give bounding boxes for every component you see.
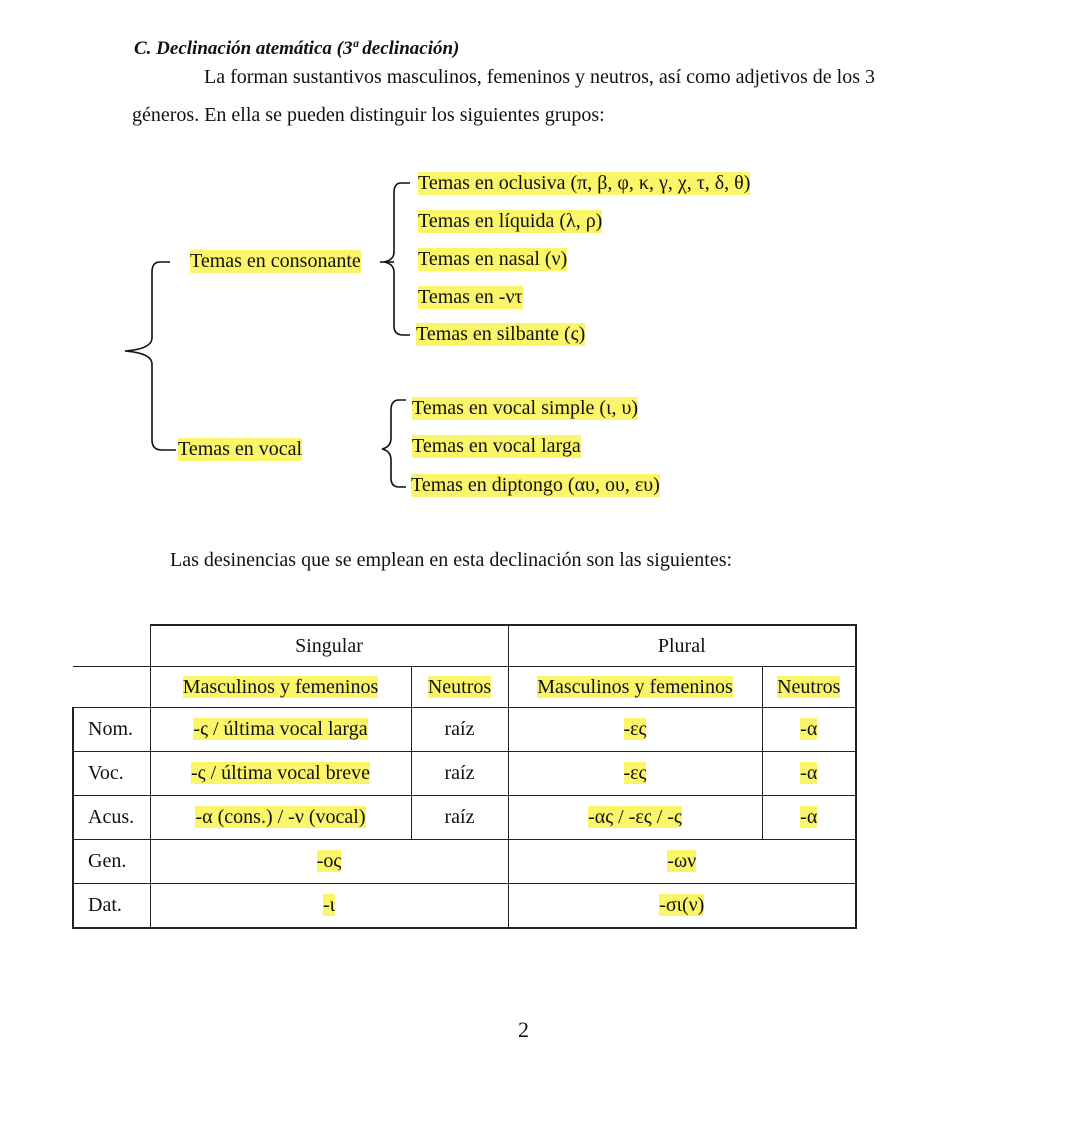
ending-cell: -ος (150, 840, 508, 884)
ending-cell: -α (762, 752, 856, 796)
section-heading: C. Declinación atemática (3ª declinación) (134, 38, 460, 59)
case-label: Acus. (73, 796, 150, 840)
case-label: Gen. (73, 840, 150, 884)
consonant-item-liquid: Temas en líquida (λ, ρ) (418, 210, 603, 232)
table-row (73, 708, 856, 752)
ending-cell: -σι(ν) (508, 884, 856, 929)
header-singular: Singular (150, 625, 508, 667)
ending-cell: -ς / última vocal larga (150, 708, 411, 752)
table-row (73, 884, 856, 929)
header-pl-masc-fem: Masculinos y femeninos (508, 667, 762, 708)
consonant-group-label: Temas en consonante (190, 250, 361, 272)
ending-cell: -α (762, 796, 856, 840)
case-label: Voc. (73, 752, 150, 796)
ending-cell: -ας / -ες / -ς (508, 796, 762, 840)
header-pl-neuter: Neutros (762, 667, 856, 708)
page-number: 2 (518, 1017, 529, 1042)
ending-cell: -ες (508, 708, 762, 752)
intro-line-2: géneros. En ella se pueden distinguir los siguientes grupos: (132, 104, 605, 126)
case-label: Dat. (73, 884, 150, 929)
main-bracket (125, 262, 176, 450)
consonant-bracket (384, 183, 410, 335)
ending-cell: raíz (411, 708, 508, 752)
intro-line-1: La forman sustantivos masculinos, femeninos y neutros, así como adjetivos de los 3 (204, 66, 875, 88)
ending-cell: -ες (508, 752, 762, 796)
vowel-item-diphthong: Temas en diptongo (αυ, ου, ευ) (411, 474, 660, 496)
ending-cell: -ι (150, 884, 508, 929)
ending-cell: -ς / última vocal breve (150, 752, 411, 796)
header-sg-neuter: Neutros (411, 667, 508, 708)
ending-cell: -α (cons.) / -ν (vocal) (150, 796, 411, 840)
ending-cell: raíz (411, 752, 508, 796)
table-row (73, 796, 856, 840)
header-plural: Plural (508, 625, 856, 667)
vowel-item-long: Temas en vocal larga (412, 435, 581, 457)
vowel-bracket (382, 400, 406, 487)
ending-cell: -α (762, 708, 856, 752)
vowel-group-label: Temas en vocal (178, 438, 303, 460)
consonant-item-occlusive: Temas en oclusiva (π, β, φ, κ, γ, χ, τ, δ, θ) (418, 172, 751, 194)
endings-table (72, 624, 857, 929)
table-row (73, 752, 856, 796)
ending-cell: raíz (411, 796, 508, 840)
ending-cell: -ων (508, 840, 856, 884)
vowel-item-simple: Temas en vocal simple (ι, υ) (412, 397, 639, 419)
consonant-item-sibilant: Temas en silbante (ς) (416, 323, 586, 345)
endings-intro: Las desinencias que se emplean en esta declinación son las siguientes: (170, 549, 733, 571)
case-label: Nom. (73, 708, 150, 752)
consonant-item-nt: Temas en -ντ (418, 286, 523, 308)
table-row (73, 840, 856, 884)
consonant-item-nasal: Temas en nasal (ν) (418, 248, 568, 270)
header-sg-masc-fem: Masculinos y femeninos (150, 667, 411, 708)
